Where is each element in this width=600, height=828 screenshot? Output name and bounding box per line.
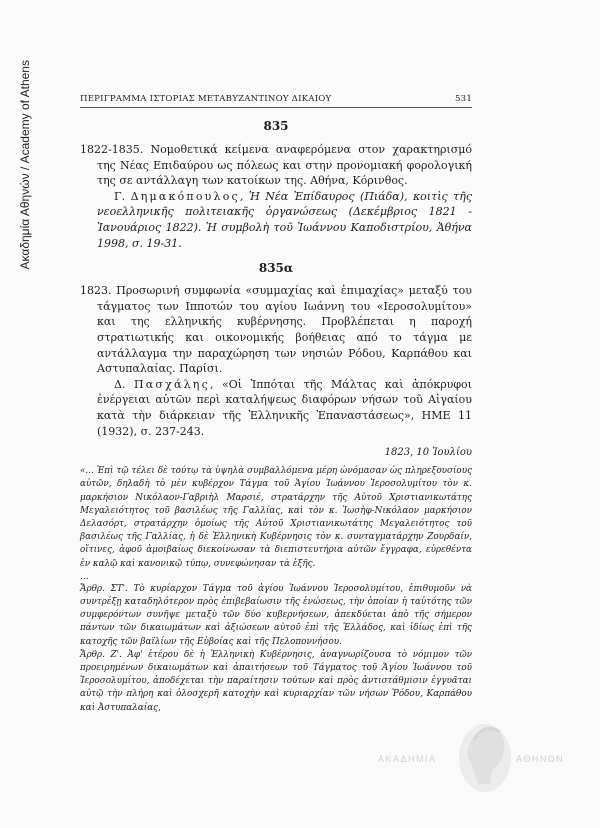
quote-paragraph-1: «... Ἐπὶ τῷ τέλει δὲ τούτῳ τὰ ὑψηλὰ συμβαλλόμενα μέρη ὠνόμασαν ὡς πληρεξουσίους αὐτῶν, δηλαδὴ τὸ μὲν κυβέρχον Τάγμα τοῦ Ἁγίου Ἰωάννου Ἱεροσολυμίτου τὸν κ. μαρκήσιον Νικόλαον-Γαβριὴλ Μαρσιέ, στρατάρχην τῆς Αὐτοῦ Χριστιανικωτάτης Μεγαλειότητος τοῦ βασιλέως τῆς Γαλλίας, καὶ τὸν κ. Ἰωσὴφ-Νικόλαον μαρκήσιον Δελασόρτ, στρατάρχην ὁμοίως τῆς Αὐτοῦ Χριστιανικωτάτης Μεγαλειότητος τοῦ βασιλέως τῆς Γαλλίας, ἡ δὲ Ἑλληνικὴ Κυβέρνησις τὸν κ. συνταγματάρχην Ζουρδαίν, οἵτινες, ἀφοῦ ἀμοιβαίως διεκοίνωσαν τὰ διεπιστευτήρια αὐτῶν ἔγγραφα, εὑρεθέντα ἐν καλῷ καὶ κανονικῷ τύπῳ, συνεφώνησαν τὰ ἑξῆς. [80, 466, 472, 569]
quote-ellipsis: ... [80, 571, 89, 582]
entry-835a-reference [80, 377, 472, 439]
entry-835a-description: 1823. Προσωρινή συμφωνία «συμμαχίας καὶ ἐπιμαχίας» μεταξύ του τάγματος των Ιπποτών του αγίου Ιωάννη του «Ιεροσολυμίτου» και της ελληνικής κυβέρνησης. Προβλέπεται η παροχή στρατιωτικής και οικονομικής βοήθειας από το τάγμα με αντάλλαγμα την παραχώρηση των νησιών Ρόδου, Καρπάθου και Αστυπαλαίας. Παρίσι. [80, 284, 472, 376]
quote-article-7: Ἄρθρ. Ζ'. Ἀφ' ἑτέρου δὲ ἡ Ἑλληνικὴ Κυβέρνησις, ἀναγνωρίζουσα τὸ νόμιμον τῶν προειρημένων δικαιωμάτων καὶ ἀπαιτήσεων τοῦ Τάγματος τοῦ Ἁγίου Ἰωάννου τοῦ Ἱεροσολυμίτου, ἀποδέχεται τὴν παραίτησιν τούτων καὶ πρὸς ἀντιστάθμισιν ἐγγυᾶται αὐτῷ τὴν πλήρη καὶ ὁλοσχερῆ κατοχὴν καὶ κυριαρχίαν τῶν νήσων Ῥόδου, Καρπάθου καὶ Ἀστυπαλαίας, [80, 649, 472, 713]
ref-details: , Ἡ Νέα Ἐπίδαυρος (Πιάδα), κοιτὶς τῆς νεοελληνικῆς πολιτειακῆς ὀργανώσεως (Δεκέμβριος 1821 - Ἰανουάριος 1822). Ἡ συμβολὴ τοῦ Ἰωάννου Καποδιστρίου, Ἀθήνα 1998, σ. 19-31. [97, 189, 472, 250]
ref-author: Πασχάλης [133, 377, 210, 391]
running-title: ΠΕΡΙΓΡΑΜΜΑ ΙΣΤΟΡΙΑΣ ΜΕΤΑΒΥΖΑΝΤΙΝΟΥ ΔΙΚΑΙΟΥ [80, 94, 332, 104]
document-date: 1823, 10 Ἰουλίου [384, 447, 472, 459]
ref-details: , «Οἱ Ἱππόται τῆς Μάλτας καὶ ἀπόκρυφοι ἐνέργειαι αὐτῶν περὶ καταλήψεως διαφόρων νήσων τοῦ Αἰγαίου κατὰ τὴν διάρκειαν τῆς Ἑλληνικῆς Ἐπαναστάσεως», ΗΜΕ 11 (1932), σ. 237-243. [97, 377, 472, 438]
entry-number-835: 835 [263, 119, 289, 133]
ref-author: Δημακόπουλος [130, 189, 240, 203]
page-content [80, 119, 472, 715]
quote-article-6: Ἄρθρ. ΣΤ'. Τὸ κυρίαρχον Τάγμα τοῦ ἁγίου Ἰωάννου Ἱεροσολυμίτου, ἐπιθυμοῦν νὰ συντρέξῃ καταδηλότερον πρὸς ἐπιβεβαίωσιν τῆς ἑνώσεως, τὴν ὁποίαν ἡ ταὐτότης τῶν συμφερόντων συνῆψε μεταξὺ τῶν δύο κυβερνήσεων, ἀπεκδύεται ἀπὸ τῆς σήμερον πάντων τῶν δικαιωμάτων καὶ ἀξιώσεων αὐτοῦ ἐπὶ τῆς Ἑλλάδος, καὶ ἰδίως ἐπὶ τῆς κατοχῆς τῶν βαϊλίων τῆς Εὐβοίας καὶ τῆς Πελοποννήσου. [80, 583, 472, 647]
watermark-text-left: ΑΚΑΔΗΜΙΑ [378, 754, 437, 764]
entry-835-description: 1822-1835. Νομοθετικά κείμενα αναφερόμενα στον χαρακτηρισμό της Νέας Επιδαύρου ως πόλεως και στην προνομιακή φορολογική της σε αντάλλαγη των κατοίκων της. Αθήνα, Κόρινθος. [80, 143, 472, 188]
entry-number-835a: 835α [258, 261, 294, 276]
athena-seal-icon [456, 718, 514, 796]
page-number: 531 [454, 94, 472, 104]
academy-watermark [378, 718, 578, 798]
entry-835-reference [80, 189, 472, 251]
ref-prefix: Δ. [114, 377, 134, 391]
archive-side-note: Ακαδημία Αθηνών / Academy of Athens [18, 60, 32, 270]
page-header [80, 94, 472, 108]
watermark-text-right: ΑΘΗΝΩΝ [516, 754, 565, 764]
ref-prefix: Γ. [114, 189, 131, 203]
